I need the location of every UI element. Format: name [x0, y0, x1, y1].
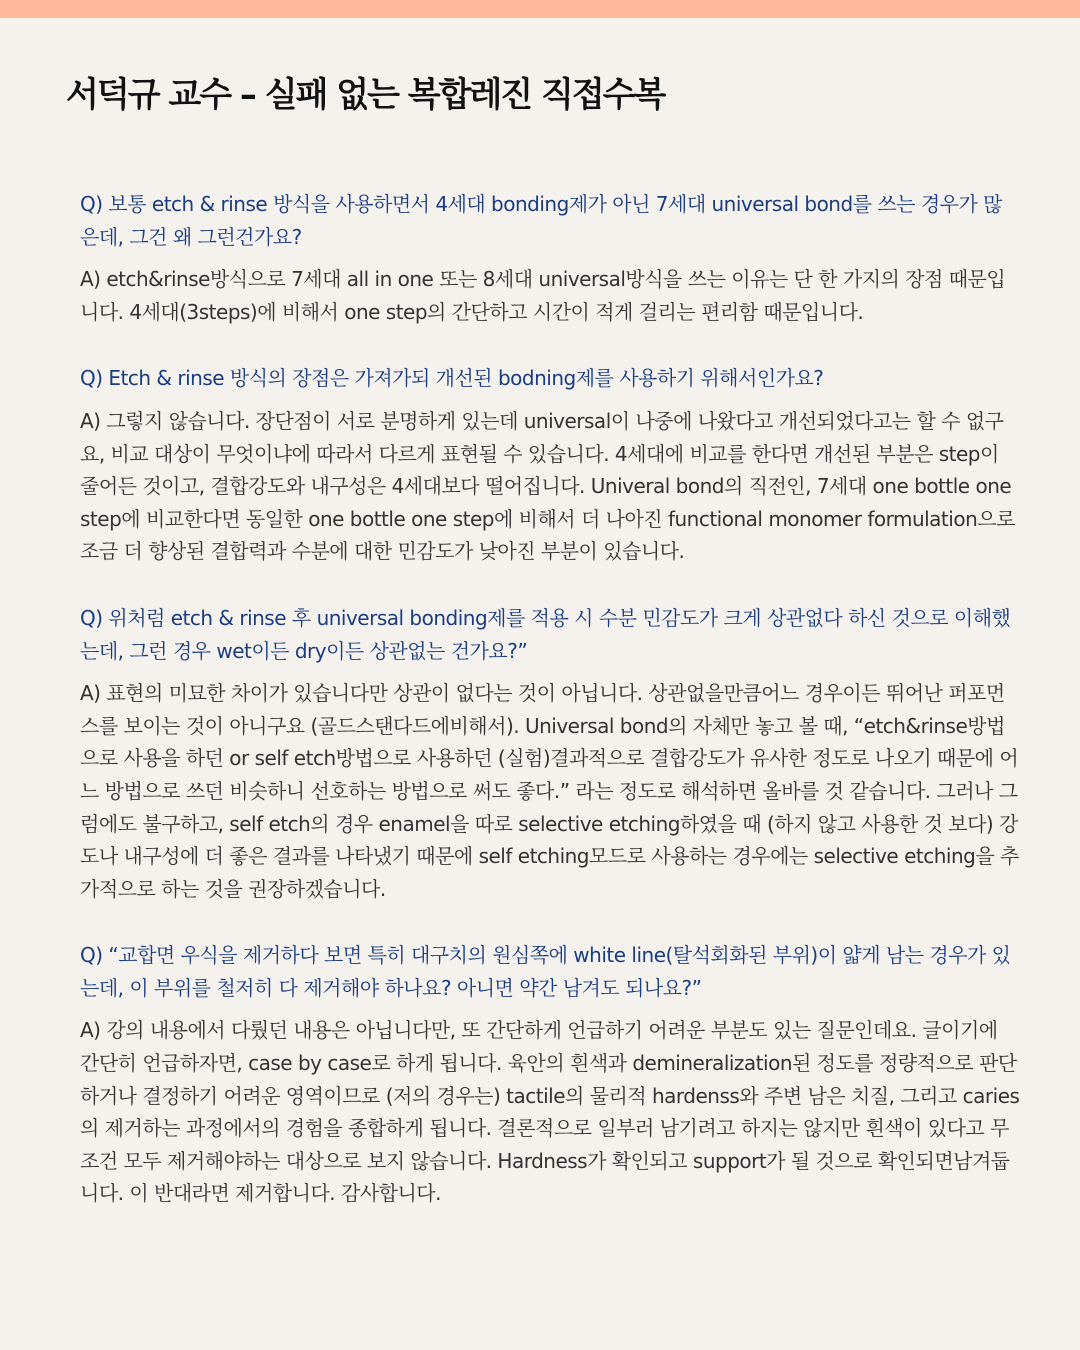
question-1: Q) 보통 etch & rinse 방식을 사용하면서 4세대 bonding제가 아닌 7세대 universal bond를 쓰는 경우가 많은데, 그건 왜 그런건가요?	[80, 192, 1002, 249]
answer-1: A) etch&rinse방식으로 7세대 all in one 또는 8세대 universal방식을 쓰는 이유는 단 한 가지의 장점 때문입니다. 4세대(3steps)에 비해서 one step의 간단하고 시간이 적게 걸리는 편리함 때문입니다.	[80, 267, 1006, 324]
qa-item-4	[80, 939, 1020, 1210]
qa-item-3	[80, 602, 1020, 905]
page-title: 서덕규 교수 – 실패 없는 복합레진 직접수복	[66, 75, 665, 115]
question-4: Q) “교합면 우식을 제거하다 보면 특히 대구치의 원심쪽에 white line(탈석회화된 부위)이 얇게 남는 경우가 있는데, 이 부위를 철저히 다 제거해야 하나요? 아니면 약간 남겨도 되나요?”	[80, 943, 1011, 1000]
qa-item-2	[80, 362, 1020, 568]
answer-4: A) 강의 내용에서 다뤘던 내용은 아닙니다만, 또 간단하게 언급하기 어려운 부분도 있는 질문인데요. 글이기에 간단히 언급하자면, case by case로 하게 됩니다. 육안의 흰색과 demineralization된 정도를 정량적으로 판단하거나 결정하기 어려운 영역이므로 (저의 경우는) tactile의 물리적 hardenss와 주변 남은 치질, 그리고 caries의 제거하는 과정에서의 경험을 종합하게 됩니다. 결론적으로 일부러 남기려고 하지는 않지만 흰색이 있다고 무조건 모두 제거해야하는 대상으로 보지 않습니다. Hardness가 확인되고 support가 될 것으로 확인되면남겨둡니다. 이 반대라면 제거합니다. 감사합니다.	[80, 1018, 1020, 1206]
top-accent-bar	[0, 0, 1080, 18]
answer-2: A) 그렇지 않습니다. 장단점이 서로 분명하게 있는데 universal이 나중에 나왔다고 개선되었다고는 할 수 없구요, 비교 대상이 무엇이냐에 따라서 다르게 표현될 수 있습니다. 4세대에 비교를 한다면 개선된 부분은 step이 줄어든 것이고, 결합강도와 내구성은 4세대보다 떨어집니다. Univeral bond의 직전인, 7세대 one bottle one step에 비교한다면 동일한 one bottle one step에 비해서 더 나아진 functional monomer formulation으로 조금 더 향상된 결합력과 수분에 대한 민감도가 낮아진 부분이 있습니다.	[80, 408, 1015, 564]
qa-item-1	[80, 188, 1020, 328]
question-2: Q) Etch & rinse 방식의 장점은 가져가되 개선된 bodning제를 사용하기 위해서인가요?	[80, 366, 824, 391]
question-3: Q) 위처럼 etch & rinse 후 universal bonding제를 적용 시 수분 민감도가 크게 상관없다 하신 것으로 이해했는데, 그런 경우 wet이든 dry이든 상관없는 건가요?”	[80, 605, 1011, 663]
answer-3: A) 표현의 미묘한 차이가 있습니다만 상관이 없다는 것이 아닙니다. 상관없을만큼어느 경우이든 뛰어난 퍼포먼스를 보이는 것이 아니구요 (골드스탠다드에비해서). Universal bond의 자체만 놓고 볼 때, “etch&rinse방법으로 사용을 하던 or self etch방법으로 사용하던 (실험)결과적으로 결합강도가 유사한 정도로 나오기 때문에 어느 방법으로 쓰던 비슷하니 선호하는 방법으로 써도 좋다.” 라는 정도로 해석하면 올바를 것 같습니다. 그러나 그럼에도 불구하고, self etch의 경우 enamel을 따로 selective etching하였을 때 (하지 않고 사용한 것 보다) 강도나 내구성에 더 좋은 결과를 나타냈기 때문에 self etching모드로 사용하는 경우에는 selective etching을 추가적으로 하는 것을 권장하겠습니다.	[80, 681, 1019, 901]
qa-list	[80, 188, 1020, 1244]
